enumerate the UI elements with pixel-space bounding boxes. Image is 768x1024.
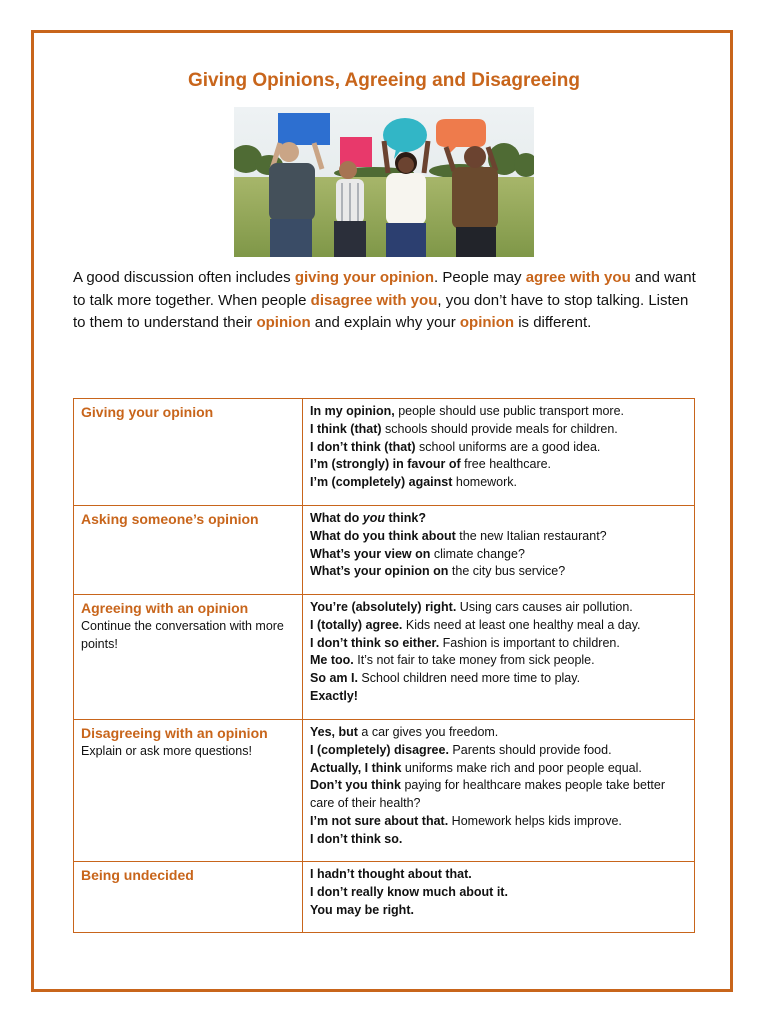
key-phrase: What’s your view on — [310, 546, 431, 561]
key-phrase: I’m not sure about that. — [310, 813, 449, 828]
category-cell — [74, 506, 303, 595]
key-phrase: What do — [310, 511, 363, 525]
intro-text: , you don’t have to stop talking. Listen to them to understand their — [73, 291, 689, 331]
example-line — [310, 546, 687, 564]
example-line — [310, 884, 687, 902]
example-line — [310, 403, 687, 421]
example-line — [310, 813, 687, 831]
key-phrase: Don’t you think — [310, 778, 401, 793]
example-line — [310, 439, 687, 457]
category-cell — [74, 595, 303, 720]
category-title: Being undecided — [81, 867, 194, 883]
key-phrase: Yes, but — [310, 725, 358, 739]
example-line — [310, 474, 687, 492]
key-phrase: I’m (strongly) in favour of — [310, 457, 461, 472]
example-line — [310, 670, 687, 688]
example-text: the new Italian restaurant? — [455, 528, 607, 543]
intro-text: A good discussion often includes — [73, 269, 295, 286]
key-phrase: I don’t think (that) — [310, 439, 416, 454]
highlight-agree-with-you: agree with you — [525, 269, 631, 286]
example-line — [310, 688, 687, 706]
example-text: Homework helps kids improve. — [448, 813, 622, 828]
key-phrase: In my opinion, — [310, 404, 395, 418]
table-row — [74, 399, 695, 506]
example-line — [310, 599, 687, 617]
example-line — [310, 831, 687, 849]
example-text: a car gives you freedom. — [357, 725, 499, 739]
example-text: schools should provide meals for children. — [381, 421, 618, 436]
key-phrase: Actually, I think — [310, 760, 402, 775]
key-phrase: I hadn’t thought about that. — [310, 867, 472, 881]
highlight-giving-your-opinion: giving your opinion — [294, 269, 434, 286]
key-phrase-emphasis: you — [362, 511, 385, 525]
example-line — [310, 742, 687, 760]
example-line — [310, 617, 687, 635]
example-text: Parents should provide food. — [448, 742, 612, 757]
example-text: Using cars causes air pollution. — [456, 600, 633, 614]
intro-text: and want to talk more together. When people — [73, 269, 696, 309]
example-line — [310, 456, 687, 474]
examples-cell — [303, 595, 695, 720]
table-row — [74, 595, 695, 720]
key-phrase: I’m (completely) against — [310, 475, 453, 490]
example-line — [310, 777, 687, 813]
example-text: uniforms make rich and poor people equal. — [401, 760, 642, 775]
example-text: School children need more time to play. — [357, 671, 581, 686]
example-line — [310, 421, 687, 439]
key-phrase: I (completely) disagree. — [310, 742, 449, 757]
example-line — [310, 563, 687, 581]
example-line — [310, 652, 687, 670]
example-line — [310, 902, 687, 920]
examples-cell — [303, 720, 695, 862]
intro-text: . People may — [433, 269, 526, 286]
document-title: Giving Opinions, Agreeing and Disagreeing — [187, 70, 580, 91]
category-cell — [74, 399, 303, 506]
example-line — [310, 635, 687, 653]
example-line — [310, 866, 687, 884]
intro-text: and explain why your — [310, 314, 460, 331]
example-line — [310, 510, 687, 528]
example-text: Kids need at least one healthy meal a day. — [402, 617, 641, 632]
intro-paragraph — [73, 267, 698, 335]
key-phrase: So am I. — [310, 671, 358, 686]
phrases-table — [73, 398, 695, 933]
examples-cell — [303, 506, 695, 595]
key-phrase: Exactly! — [310, 688, 358, 703]
key-phrase: What’s your opinion on — [310, 564, 449, 579]
table-row — [74, 862, 695, 933]
category-cell — [74, 862, 303, 933]
example-text: Fashion is important to children. — [439, 635, 620, 650]
category-title: Asking someone’s opinion — [81, 511, 259, 527]
highlight-opinion: opinion — [459, 314, 515, 331]
examples-cell — [303, 862, 695, 933]
example-text: the city bus service? — [448, 564, 566, 579]
category-note: Explain or ask more questions! — [81, 744, 252, 758]
highlight-disagree-with-you: disagree with you — [310, 291, 438, 309]
key-phrase: What do you think about — [310, 528, 456, 543]
key-phrase: You’re (absolutely) right. — [310, 600, 457, 614]
example-line — [310, 528, 687, 546]
key-phrase: Me too. — [310, 653, 354, 668]
key-phrase: You may be right. — [310, 902, 414, 917]
examples-cell — [303, 399, 695, 506]
highlight-opinion: opinion — [256, 314, 311, 331]
key-phrase: I (totally) agree. — [310, 617, 403, 632]
category-note: Continue the conversation with more points! — [81, 619, 284, 651]
example-text: paying for healthcare makes people take better care of their health? — [310, 778, 666, 811]
table-row — [74, 720, 695, 862]
key-phrase: think? — [385, 511, 426, 525]
example-line — [310, 760, 687, 778]
table-row — [74, 506, 695, 595]
key-phrase: I think (that) — [310, 421, 382, 436]
example-line — [310, 724, 687, 742]
key-phrase: I don’t think so. — [310, 831, 403, 846]
category-title: Giving your opinion — [81, 404, 214, 420]
example-text: It’s not fair to take money from sick people. — [353, 653, 595, 668]
key-phrase: I don’t really know much about it. — [310, 884, 508, 899]
category-cell — [74, 720, 303, 862]
category-title: Agreeing with an opinion — [81, 600, 249, 616]
category-title: Disagreeing with an opinion — [81, 725, 268, 741]
key-phrase: I don’t think so either. — [310, 635, 440, 650]
example-text: free healthcare. — [460, 457, 552, 472]
people-with-speech-bubbles-photo — [234, 107, 534, 257]
example-text: school uniforms are a good idea. — [415, 439, 601, 454]
intro-text: is different. — [514, 314, 592, 331]
example-text: people should use public transport more. — [394, 404, 625, 418]
example-text: homework. — [452, 475, 518, 490]
example-text: climate change? — [430, 546, 525, 561]
